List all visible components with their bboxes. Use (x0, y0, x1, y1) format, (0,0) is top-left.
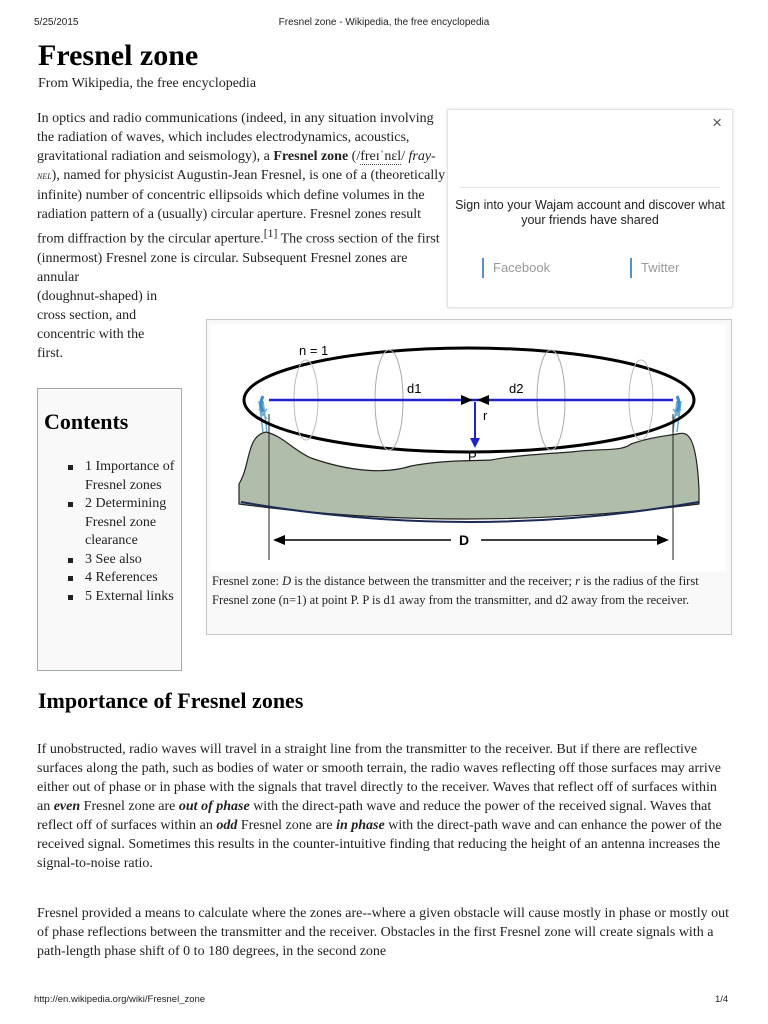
label-d2: d2 (509, 381, 524, 396)
intro-text: first. (37, 345, 64, 361)
print-date: 5/25/2015 (34, 17, 79, 28)
respelling-link[interactable]: fray-nel (37, 149, 436, 182)
label-p: P (468, 449, 477, 464)
intro-text: / (401, 149, 409, 164)
label-r: r (483, 408, 488, 423)
close-icon[interactable]: × (712, 113, 722, 132)
r-arrowhead (470, 438, 480, 448)
toc-item-determining[interactable]: 2 Determining Fresnel zone clearance (38, 495, 181, 551)
label-n: n = 1 (299, 343, 329, 358)
d2-arrowhead (477, 395, 489, 405)
fresnel-zone-diagram[interactable] (211, 324, 725, 572)
twitter-button[interactable]: Twitter (630, 258, 679, 278)
intro-text: cross section, and (37, 307, 137, 323)
fresnel-diagram-svg (211, 324, 725, 572)
page-subtitle: From Wikipedia, the free encyclopedia (38, 76, 257, 91)
print-footer-url: http://en.wikipedia.org/wiki/Fresnel_zone (34, 994, 206, 1005)
D-arrowhead-left (273, 535, 285, 545)
page-title: Fresnel zone (38, 39, 199, 72)
print-header-title: Fresnel zone - Wikipedia, the free encyclopedia (278, 17, 490, 28)
section-paragraph: If unobstructed, radio waves will travel in a straight line from the transmitter to the receiver. But if there are reflective surfaces along the path, such as bodies of water or smooth terrain, the radio waves reflecting off those surfaces may arrive either out of phase or in phase with the signals that travel directly to the receiver. Waves that reflect off of surfaces within an even Fresnel zone are out of phase with the direct-path wave and reduce the power of the received signal. Waves that reflect off of surfaces within an odd Fresnel zone are in phase with the direct-path wave and can enhance the power of the received signal. Sometimes this results in the counter-intuitive finding that reducing the height of an antenna increases the signal-to-noise ratio. (37, 742, 722, 871)
label-D: D (459, 532, 470, 548)
label-d1: d1 (407, 381, 422, 396)
intro-text: (doughnut-shaped) in (37, 288, 158, 304)
terrain (239, 432, 699, 519)
facebook-button[interactable]: Facebook (482, 258, 550, 278)
toc-item-see-also[interactable]: 3 See also (38, 551, 181, 570)
intro-text: concentric with the (37, 326, 145, 342)
D-arrowhead-right (657, 535, 669, 545)
intro-text: (/ (348, 149, 361, 164)
reference-link[interactable]: [1] (263, 227, 278, 240)
wajam-message: Sign into your Wajam account and discover what your friends have shared (455, 198, 725, 227)
intro-text: ), named for physicist Augustin-Jean Fresnel, is one of a (theoretically infinite) number of concentric ellipsoids which define volumes in the radiation pattern of a (usually) circular aperture. Fresnel zones result from diffraction by the circular aperture. (37, 168, 446, 247)
print-footer-page: 1/4 (715, 994, 729, 1005)
d1-arrowhead (461, 395, 473, 405)
divider (460, 187, 720, 188)
toc-title: Contents (44, 409, 129, 434)
table-of-contents (37, 388, 182, 671)
toc-item-importance[interactable]: 1 Importance of Fresnel zones (38, 458, 181, 495)
figure-thumbnail (206, 319, 732, 635)
ipa-pronunciation-link[interactable]: freɪˈnɛl (360, 149, 402, 164)
toc-item-references[interactable]: 4 References (38, 569, 181, 588)
toc-list (38, 458, 181, 606)
figure-caption: Fresnel zone: D is the distance between the transmitter and the receiver; r is the radius of the first Fresnel zone (n=1) at point P. P is d1 away from the transmitter, and d2 away from the receiver. (212, 574, 699, 607)
intro-bold-term: Fresnel zone (273, 149, 349, 164)
intro-text: The cross section of the first (innermost) Fresnel zone is circular. Subsequent Fresnel zones are annular (37, 231, 440, 285)
toc-item-external-links[interactable]: 5 External links (38, 588, 181, 607)
section-heading: Importance of Fresnel zones (38, 688, 304, 713)
section-paragraph: Fresnel provided a means to calculate where the zones are--where a given obstacle will cause mostly in phase or mostly out of phase reflections between the transmitter and the receiver. Obstacles in the first Fresnel zone will create signals with a path-length phase shift of 0 to 180 degrees, in the second zone (37, 906, 729, 959)
wajam-signin-popup (447, 109, 733, 308)
intro-text: In optics and radio communications (indeed, in any situation involving the radiation of waves, which includes electrodynamics, acoustics, gravitational radiation and seismology), a (37, 111, 434, 164)
